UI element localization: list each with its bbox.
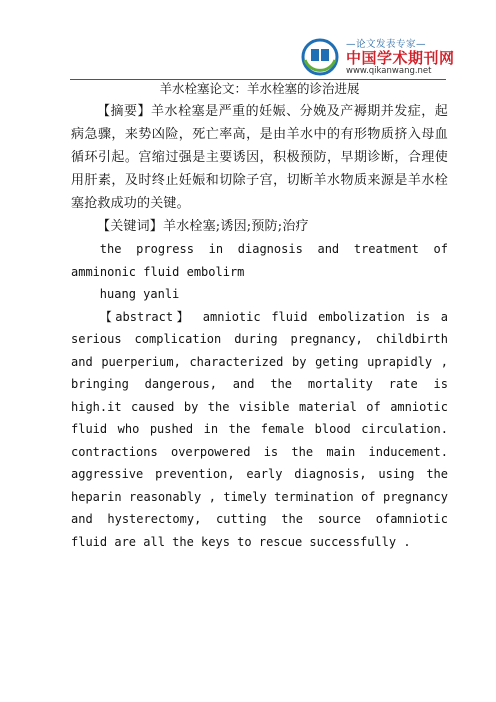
abstract-english: 【abstract】 amniotic fluid embolization is a serious complication during pregnancy, childbirth and puerperium, characterized by geting uprapidly , bringing dangerous, and the mortality rate is high.it caused by the visible material of amniotic fluid who pushed in the female blood circulation. contractions overpowered is the main inducement. aggressive prevention, early diagnosis, using the heparin reasonably , timely termination of pregnancy and hysterectomy, cutting the source ofamniotic fluid are all the keys to rescue successfully . <box>71 309 448 549</box>
logo-brand-name: 中国学术期刊网 <box>346 49 455 67</box>
abstract-chinese: 【摘要】羊水栓塞是严重的妊娠、分娩及产褥期并发症，起病急骤，来势凶险，死亡率高，是由羊水中的有形物质挤入母血循环引起。宫缩过强是主要诱因，积极预防，早期诊断，合理使用肝素，及时终止妊娠和切除子宫，切断羊水物质来源是羊水栓塞抢救成功的关键。 <box>71 104 448 211</box>
book-emblem-icon <box>300 38 340 76</box>
logo-url: www.qikanwang.net <box>346 66 432 76</box>
document-body <box>71 78 448 553</box>
author-english: huang yanli <box>99 287 180 301</box>
logo-tagline: —论文发表专家— <box>346 39 427 50</box>
document-title: 羊水栓塞论文：羊水栓塞的诊治进展 <box>159 81 360 96</box>
site-logo <box>300 34 455 80</box>
title-english: the progress in diagnosis and treatment of amminonic fluid embolirm <box>71 242 448 279</box>
keywords-chinese: 【关键词】羊水栓塞;诱因;预防;治疗 <box>97 219 309 234</box>
